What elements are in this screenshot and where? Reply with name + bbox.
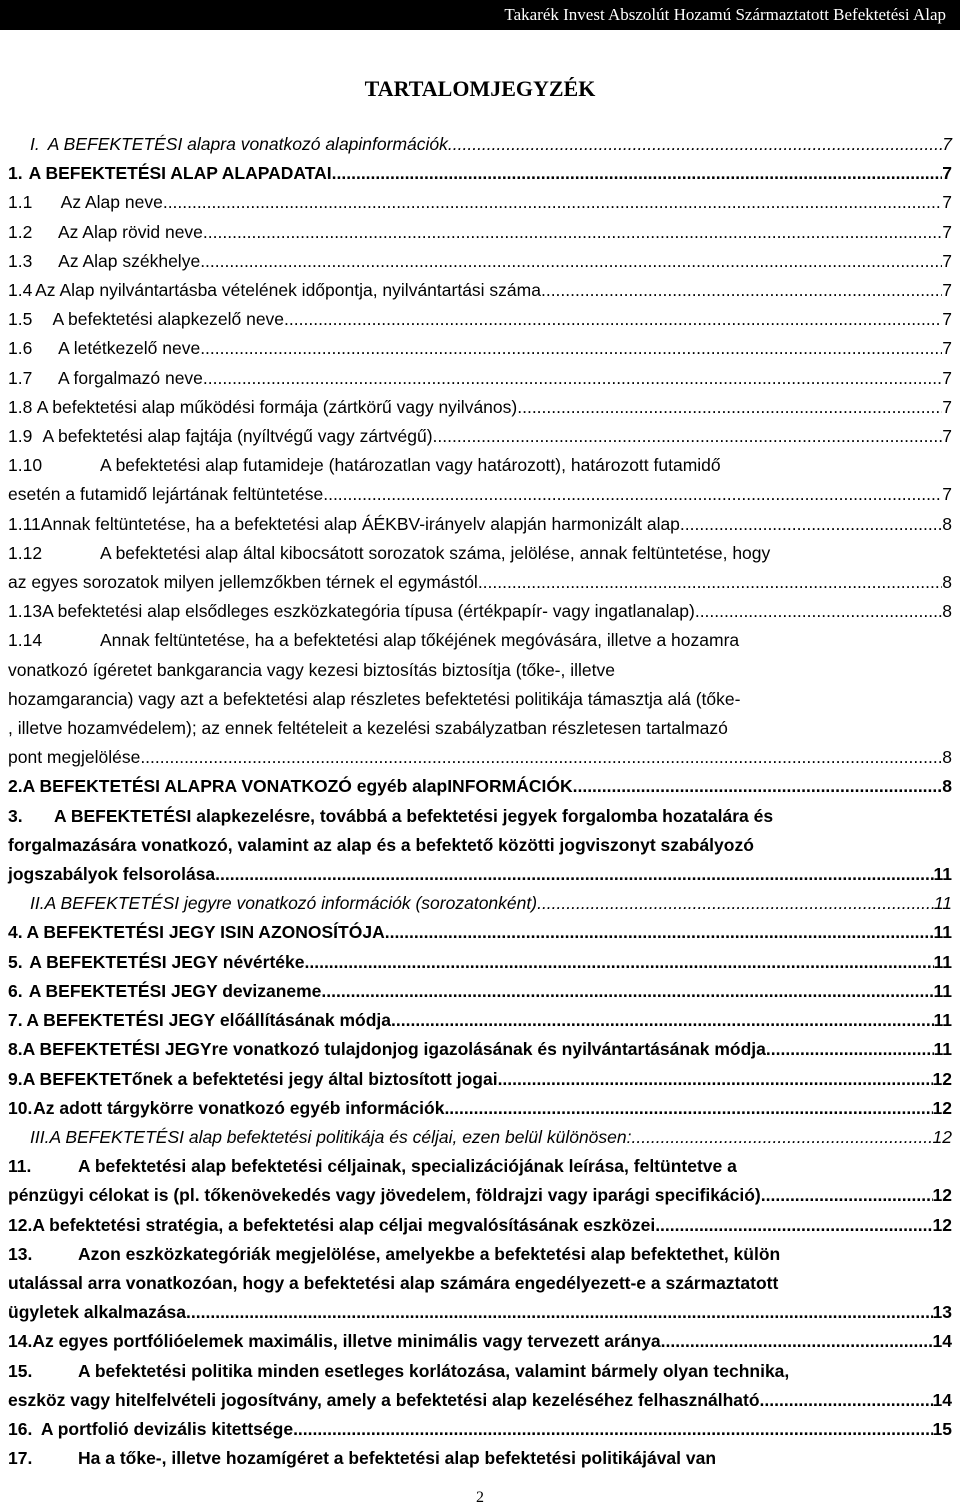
toc-entry-page: 7 [942, 134, 952, 154]
toc-entry-title: Azon eszközkategóriák megjelölése, amelyekbe a befektetési alap befektethet, külön [78, 1243, 781, 1264]
toc-leader-dots [517, 393, 942, 422]
toc-entry-line [8, 1444, 952, 1473]
toc-entry[interactable] [8, 1211, 952, 1240]
toc-entry-page: 8 [942, 601, 952, 622]
toc-entry-title-continued: pénzügyi célokat is (pl. tőkenövekedés vagy jövedelem, földrajzi vagy iparági specifikáció) [8, 1185, 761, 1206]
toc-entry-page: 8 [942, 776, 952, 797]
toc-entry[interactable] [8, 422, 952, 451]
toc-entry-number: 1.1 [8, 192, 33, 213]
toc-entry-line [8, 159, 952, 188]
toc-entry-page: 14 [932, 1331, 952, 1352]
toc-entry-line [8, 305, 952, 334]
toc-entry-line [8, 1240, 952, 1269]
toc-entry-line [8, 1006, 952, 1035]
toc-entry-page: 7 [942, 396, 952, 417]
toc-entry-title-continued: eszköz vagy hitelfelvételi jogosítvány, amely a befektetési alap kezeléséhez felhasználható [8, 1389, 760, 1410]
toc-entry-line [8, 276, 952, 305]
toc-entry-page: 12 [932, 1097, 952, 1118]
toc-entry-page: 11 [933, 1039, 952, 1060]
toc-leader-dots [573, 772, 943, 801]
toc-entry[interactable] [8, 772, 952, 801]
toc-leader-dots [321, 977, 933, 1006]
toc-entry-number: 1.11 [8, 513, 41, 534]
toc-leader-dots [661, 1327, 933, 1356]
toc-entry-number: 1.10 [8, 455, 43, 476]
toc-entry-line [8, 802, 952, 831]
toc-entry-line [8, 1065, 952, 1094]
toc-entry-line [8, 218, 952, 247]
toc-entry-title-continued: az egyes sorozatok milyen jellemzőkben térnek el egymástól [8, 572, 478, 593]
toc-entry-number: 10. [8, 1097, 33, 1118]
toc-leader-dots [140, 743, 942, 772]
toc-entry-page: 15 [932, 1418, 952, 1439]
toc-leader-dots [760, 1386, 933, 1415]
toc-entry-number: 12. [8, 1214, 33, 1235]
toc-entry-number: III. [30, 1126, 50, 1147]
toc-entry-title: A forgalmazó neve [57, 367, 203, 388]
toc-entry-number: 1.3 [8, 250, 33, 271]
toc-entry-page: 12 [932, 1068, 952, 1089]
toc-entry-line [8, 480, 952, 509]
toc-entry-title: Annak feltüntetése, ha a befektetési alap tőkéjének megóvására, illetve a hozamra [100, 630, 740, 651]
toc-entry-title: A befektetési politika minden esetleges korlátozása, valamint bármely olyan technika, [78, 1360, 790, 1381]
toc-entry[interactable] [8, 1094, 952, 1123]
toc-entry[interactable] [8, 977, 952, 1006]
toc-entry-title: A portfolió devizális kitettsége [40, 1418, 294, 1439]
toc-entry[interactable] [8, 1065, 952, 1094]
toc-entry-number: 6. [8, 980, 23, 1001]
toc-entry-number: 11. [8, 1156, 32, 1177]
toc-leader-dots [448, 130, 942, 159]
toc-entry-number: 1. [8, 163, 23, 184]
toc-entry-page: 11 [933, 922, 952, 943]
toc-entry-title: A BEFEKTETÉSI alap befektetési politikája és céljai, ezen belül különösen: [49, 1126, 632, 1147]
toc-entry-title: A befektetési alap futamideje (határozatlan vagy határozott), határozott futamidő [100, 455, 721, 476]
toc-leader-dots [163, 188, 942, 217]
toc-entry-number: II. [30, 893, 45, 914]
toc-entry-title: A BEFEKTETÉSI ALAP ALAPADATAI [28, 163, 332, 184]
toc-entry[interactable] [8, 1444, 952, 1473]
toc-entry-page: 8 [942, 513, 952, 534]
toc-entry-number: 1.5 [8, 309, 33, 330]
toc-entry-number: 1.2 [8, 221, 33, 242]
toc-entry-page: 14 [932, 1389, 952, 1410]
table-of-contents [8, 130, 952, 1473]
toc-entry[interactable] [8, 247, 952, 276]
toc-entry-line [8, 247, 952, 276]
toc-entry[interactable] [8, 948, 952, 977]
toc-entry-number: 1.6 [8, 338, 33, 359]
toc-entry-title: A BEFEKTETőnek a befektetési jegy által biztosított jogai [22, 1068, 498, 1089]
toc-entry[interactable] [8, 539, 952, 597]
toc-leader-dots [200, 247, 942, 276]
toc-entry-title-continued: vonatkozó ígéretet bankgarancia vagy kezesi biztosítás biztosítja (tőke-, illetve [8, 659, 615, 680]
toc-entry-number: 3. [8, 805, 23, 826]
toc-leader-dots [433, 422, 943, 451]
toc-entry-page: 11 [933, 951, 952, 972]
toc-entry-line [8, 977, 952, 1006]
toc-entry-number: 5. [8, 951, 23, 972]
toc-entry-line [8, 1035, 952, 1064]
toc-entry-title: A BEFEKTETÉSI JEGY devizaneme [28, 980, 322, 1001]
toc-leader-dots [186, 1298, 933, 1327]
toc-entry-title: A befektetési alap által kibocsátott sorozatok száma, jelölése, annak feltüntetése, hogy [100, 542, 771, 563]
toc-entry[interactable] [8, 188, 952, 217]
toc-entry[interactable] [8, 1035, 952, 1064]
toc-entry[interactable] [8, 130, 952, 159]
toc-entry-title-continued: forgalmazására vonatkozó, valamint az alap és a befektető közötti jogviszonyt szabályozó [8, 834, 754, 855]
toc-entry-title-continued: utalással arra vonatkozóan, hogy a befektetési alap számára engedélyezett-e a származtatott [8, 1272, 779, 1293]
toc-entry-page: 7 [942, 309, 952, 330]
toc-leader-dots [537, 889, 934, 918]
toc-entry-page: 7 [942, 367, 952, 388]
toc-entry-page: 7 [942, 250, 952, 271]
toc-entry-page: 7 [942, 484, 952, 505]
toc-entry-title: Annak feltüntetése, ha a befektetési alap ÁÉKBV-irányelv alapján harmonizált alap [40, 513, 680, 534]
toc-entry[interactable] [8, 364, 952, 393]
toc-leader-dots [695, 597, 942, 626]
toc-entry-number: 1.12 [8, 542, 43, 563]
toc-entry[interactable] [8, 334, 952, 363]
document-header: Takarék Invest Abszolút Hozamú Származtatott Befektetési Alap [0, 0, 960, 30]
toc-entry-line [8, 1211, 952, 1240]
toc-entry-page: 7 [942, 426, 952, 447]
toc-entry-page: 13 [932, 1302, 952, 1323]
toc-leader-dots [385, 918, 934, 947]
toc-entry-line [8, 860, 952, 889]
toc-entry-line [8, 772, 952, 801]
toc-entry-number: 4. [8, 922, 23, 943]
toc-entry-page: 7 [942, 280, 952, 301]
toc-entry-line [8, 422, 952, 451]
toc-entry-page: 11 [933, 1010, 952, 1031]
toc-entry-page: 11 [933, 980, 952, 1001]
toc-entry-line [8, 948, 952, 977]
toc-entry-title-continued: jogszabályok felsorolása [8, 864, 216, 885]
toc-leader-dots [200, 334, 942, 363]
toc-entry-line [8, 743, 952, 772]
toc-entry-line [8, 188, 952, 217]
toc-entry-line [8, 626, 952, 655]
toc-leader-dots [680, 510, 942, 539]
toc-entry-line [8, 1415, 952, 1444]
toc-entry[interactable] [8, 1357, 952, 1415]
toc-entry-page: 12 [932, 1126, 952, 1147]
toc-entry-title: Az adott tárgykörre vonatkozó egyéb információk [33, 1097, 445, 1118]
toc-leader-dots [444, 1094, 932, 1123]
toc-entry-title: A BEFEKTETÉSI alapra vonatkozó alapinformációk [47, 134, 448, 154]
toc-leader-dots [766, 1035, 934, 1064]
toc-entry-title: Az Alap rövid neve [57, 221, 203, 242]
toc-leader-dots [761, 1181, 933, 1210]
toc-entry-line [8, 918, 952, 947]
toc-entry-page: 8 [942, 572, 952, 593]
toc-entry[interactable] [8, 393, 952, 422]
toc-entry-title: A BEFEKTETÉSI jegyre vonatkozó információk (sorozatonként) [44, 893, 538, 914]
toc-leader-dots [305, 948, 934, 977]
toc-title: TARTALOMJEGYZÉK [364, 76, 596, 101]
toc-entry-number: 1.9 [8, 426, 33, 447]
toc-entry-line [8, 393, 952, 422]
toc-entry-number: 2. [8, 776, 23, 797]
toc-entry-number: 8. [8, 1039, 23, 1060]
toc-entry-page: 7 [942, 338, 952, 359]
toc-entry-title: Az Alap székhelye [58, 250, 201, 271]
toc-entry[interactable] [8, 276, 952, 305]
toc-entry-number: I. [30, 134, 40, 154]
toc-entry[interactable] [8, 510, 952, 539]
toc-entry-title: A BEFEKTETÉSI JEGY előállításának módja [26, 1010, 392, 1031]
toc-entry-title-continued: hozamgarancia) vagy azt a befektetési alap részletes befektetési politikája támasztja alá (tőke- [8, 688, 741, 709]
toc-leader-dots [323, 480, 942, 509]
toc-entry-line [8, 1123, 952, 1152]
toc-entry-title: A befektetési alap befektetési céljainak, specializációjának leírása, feltüntetve a [78, 1156, 737, 1177]
toc-entry-number: 16. [8, 1418, 33, 1439]
toc-entry-title: A befektetési alapkezelő neve [52, 309, 285, 330]
toc-entry-title: A befektetési alap fajtája (nyíltvégű vagy zártvégű) [42, 426, 433, 447]
toc-entry-title-continued: esetén a futamidő lejártának feltüntetése [8, 484, 324, 505]
toc-entry-line [8, 510, 952, 539]
toc-entry-page: 12 [932, 1185, 952, 1206]
toc-leader-dots [478, 568, 942, 597]
toc-entry-line [8, 1181, 952, 1210]
toc-entry-page: 12 [932, 1214, 952, 1235]
toc-leader-dots [391, 1006, 933, 1035]
toc-entry-line [8, 1386, 952, 1415]
toc-entry[interactable] [8, 597, 952, 626]
toc-leader-dots [541, 276, 942, 305]
toc-entry-number: 1.4 [8, 280, 33, 301]
toc-entry-page: 7 [942, 192, 952, 213]
toc-entry-title: Az egyes portfólióelemek maximális, illetve minimális vagy tervezett aránya [32, 1331, 661, 1352]
toc-leader-dots [332, 159, 943, 188]
toc-entry-title-continued: ügyletek alkalmazása [8, 1302, 187, 1323]
toc-entry-line [8, 334, 952, 363]
toc-entry-line [8, 1357, 952, 1386]
toc-entry[interactable] [8, 1327, 952, 1356]
toc-entry-number: 1.13 [8, 601, 43, 622]
toc-entry[interactable] [8, 218, 952, 247]
toc-entry[interactable] [8, 1006, 952, 1035]
toc-entry-number: 1.14 [8, 630, 43, 651]
toc-leader-dots [284, 305, 942, 334]
page-number: 2 [476, 1489, 484, 1506]
toc-entry-page: 8 [942, 747, 952, 768]
toc-entry-title: A BEFEKTETÉSI ALAPRA VONATKOZÓ egyéb alapINFORMÁCIÓK [22, 776, 573, 797]
toc-entry-line [8, 889, 952, 918]
toc-entry-page: 7 [942, 163, 952, 184]
toc-entry-title: A befektetési stratégia, a befektetési alap céljai megvalósításának eszközei [32, 1214, 656, 1235]
toc-leader-dots [215, 860, 933, 889]
toc-entry[interactable] [8, 918, 952, 947]
toc-entry-number: 17. [8, 1448, 33, 1469]
toc-entry-title: Ha a tőke-, illetve hozamígéret a befektetési alap befektetési politikájával van [78, 1448, 717, 1469]
toc-entry-title: Az Alap neve [60, 192, 163, 213]
toc-entry-number: 1.8 [8, 396, 33, 417]
toc-entry-title: A befektetési alap működési formája (zártkörű vagy nyilvános) [36, 396, 518, 417]
toc-entry[interactable] [8, 305, 952, 334]
toc-entry[interactable] [8, 1415, 952, 1444]
toc-entry-line [8, 568, 952, 597]
toc-entry-number: 13. [8, 1243, 33, 1264]
toc-entry-title-continued: , illetve hozamvédelem); az ennek feltételeit a kezelési szabályzatban részletesen tartalmazó [8, 718, 728, 739]
toc-entry-title: A letétkezelő neve [58, 338, 201, 359]
toc-entry-number: 15. [8, 1360, 33, 1381]
toc-entry-page: 7 [942, 221, 952, 242]
toc-entry-number: 14. [8, 1331, 33, 1352]
toc-entry-number: 1.7 [8, 367, 33, 388]
toc-entry-title: A BEFEKTETÉSI JEGYre vonatkozó tulajdonjog igazolásának és nyilvántartásának módja [22, 1039, 766, 1060]
toc-entry-line [8, 539, 952, 568]
toc-entry-number: 9. [8, 1068, 23, 1089]
toc-entry-page: 11 [933, 864, 952, 885]
toc-entry-line [8, 451, 952, 480]
toc-entry-page: 11 [933, 893, 952, 914]
toc-entry-line [8, 1094, 952, 1123]
toc-entry[interactable] [8, 451, 952, 509]
toc-entry[interactable] [8, 802, 952, 890]
toc-entry-title: A befektetési alap elsődleges eszközkategória típusa (értékpapír- vagy ingatlanalap) [42, 601, 695, 622]
toc-entry[interactable] [8, 889, 952, 918]
toc-leader-dots [655, 1211, 932, 1240]
toc-entry-line [8, 130, 952, 159]
toc-entry-title: Az Alap nyilvántartásba vételének időpontja, nyilvántartási száma [35, 280, 541, 301]
toc-entry-title: A BEFEKTETÉSI JEGY névértéke [29, 951, 305, 972]
toc-entry-line [8, 1298, 952, 1327]
toc-entry-line [8, 1152, 952, 1181]
toc-entry-title: A BEFEKTETÉSI alapkezelésre, továbbá a befektetési jegyek forgalomba hozatalára és [54, 805, 774, 826]
toc-leader-dots [203, 364, 942, 393]
toc-leader-dots [631, 1123, 932, 1152]
toc-entry[interactable] [8, 1240, 952, 1328]
toc-entry-title-continued: pont megjelölése [8, 747, 141, 768]
toc-entry[interactable] [8, 1123, 952, 1152]
toc-leader-dots [203, 218, 942, 247]
toc-entry[interactable] [8, 1152, 952, 1210]
toc-entry-title: A BEFEKTETÉSI JEGY ISIN AZONOSÍTÓJA [26, 922, 385, 943]
toc-entry-line [8, 1327, 952, 1356]
toc-entry-number: 7. [8, 1010, 23, 1031]
toc-entry-line [8, 597, 952, 626]
toc-entry-line [8, 364, 952, 393]
toc-entry[interactable] [8, 626, 952, 772]
toc-leader-dots [498, 1065, 933, 1094]
toc-leader-dots [293, 1415, 932, 1444]
toc-entry[interactable] [8, 159, 952, 188]
